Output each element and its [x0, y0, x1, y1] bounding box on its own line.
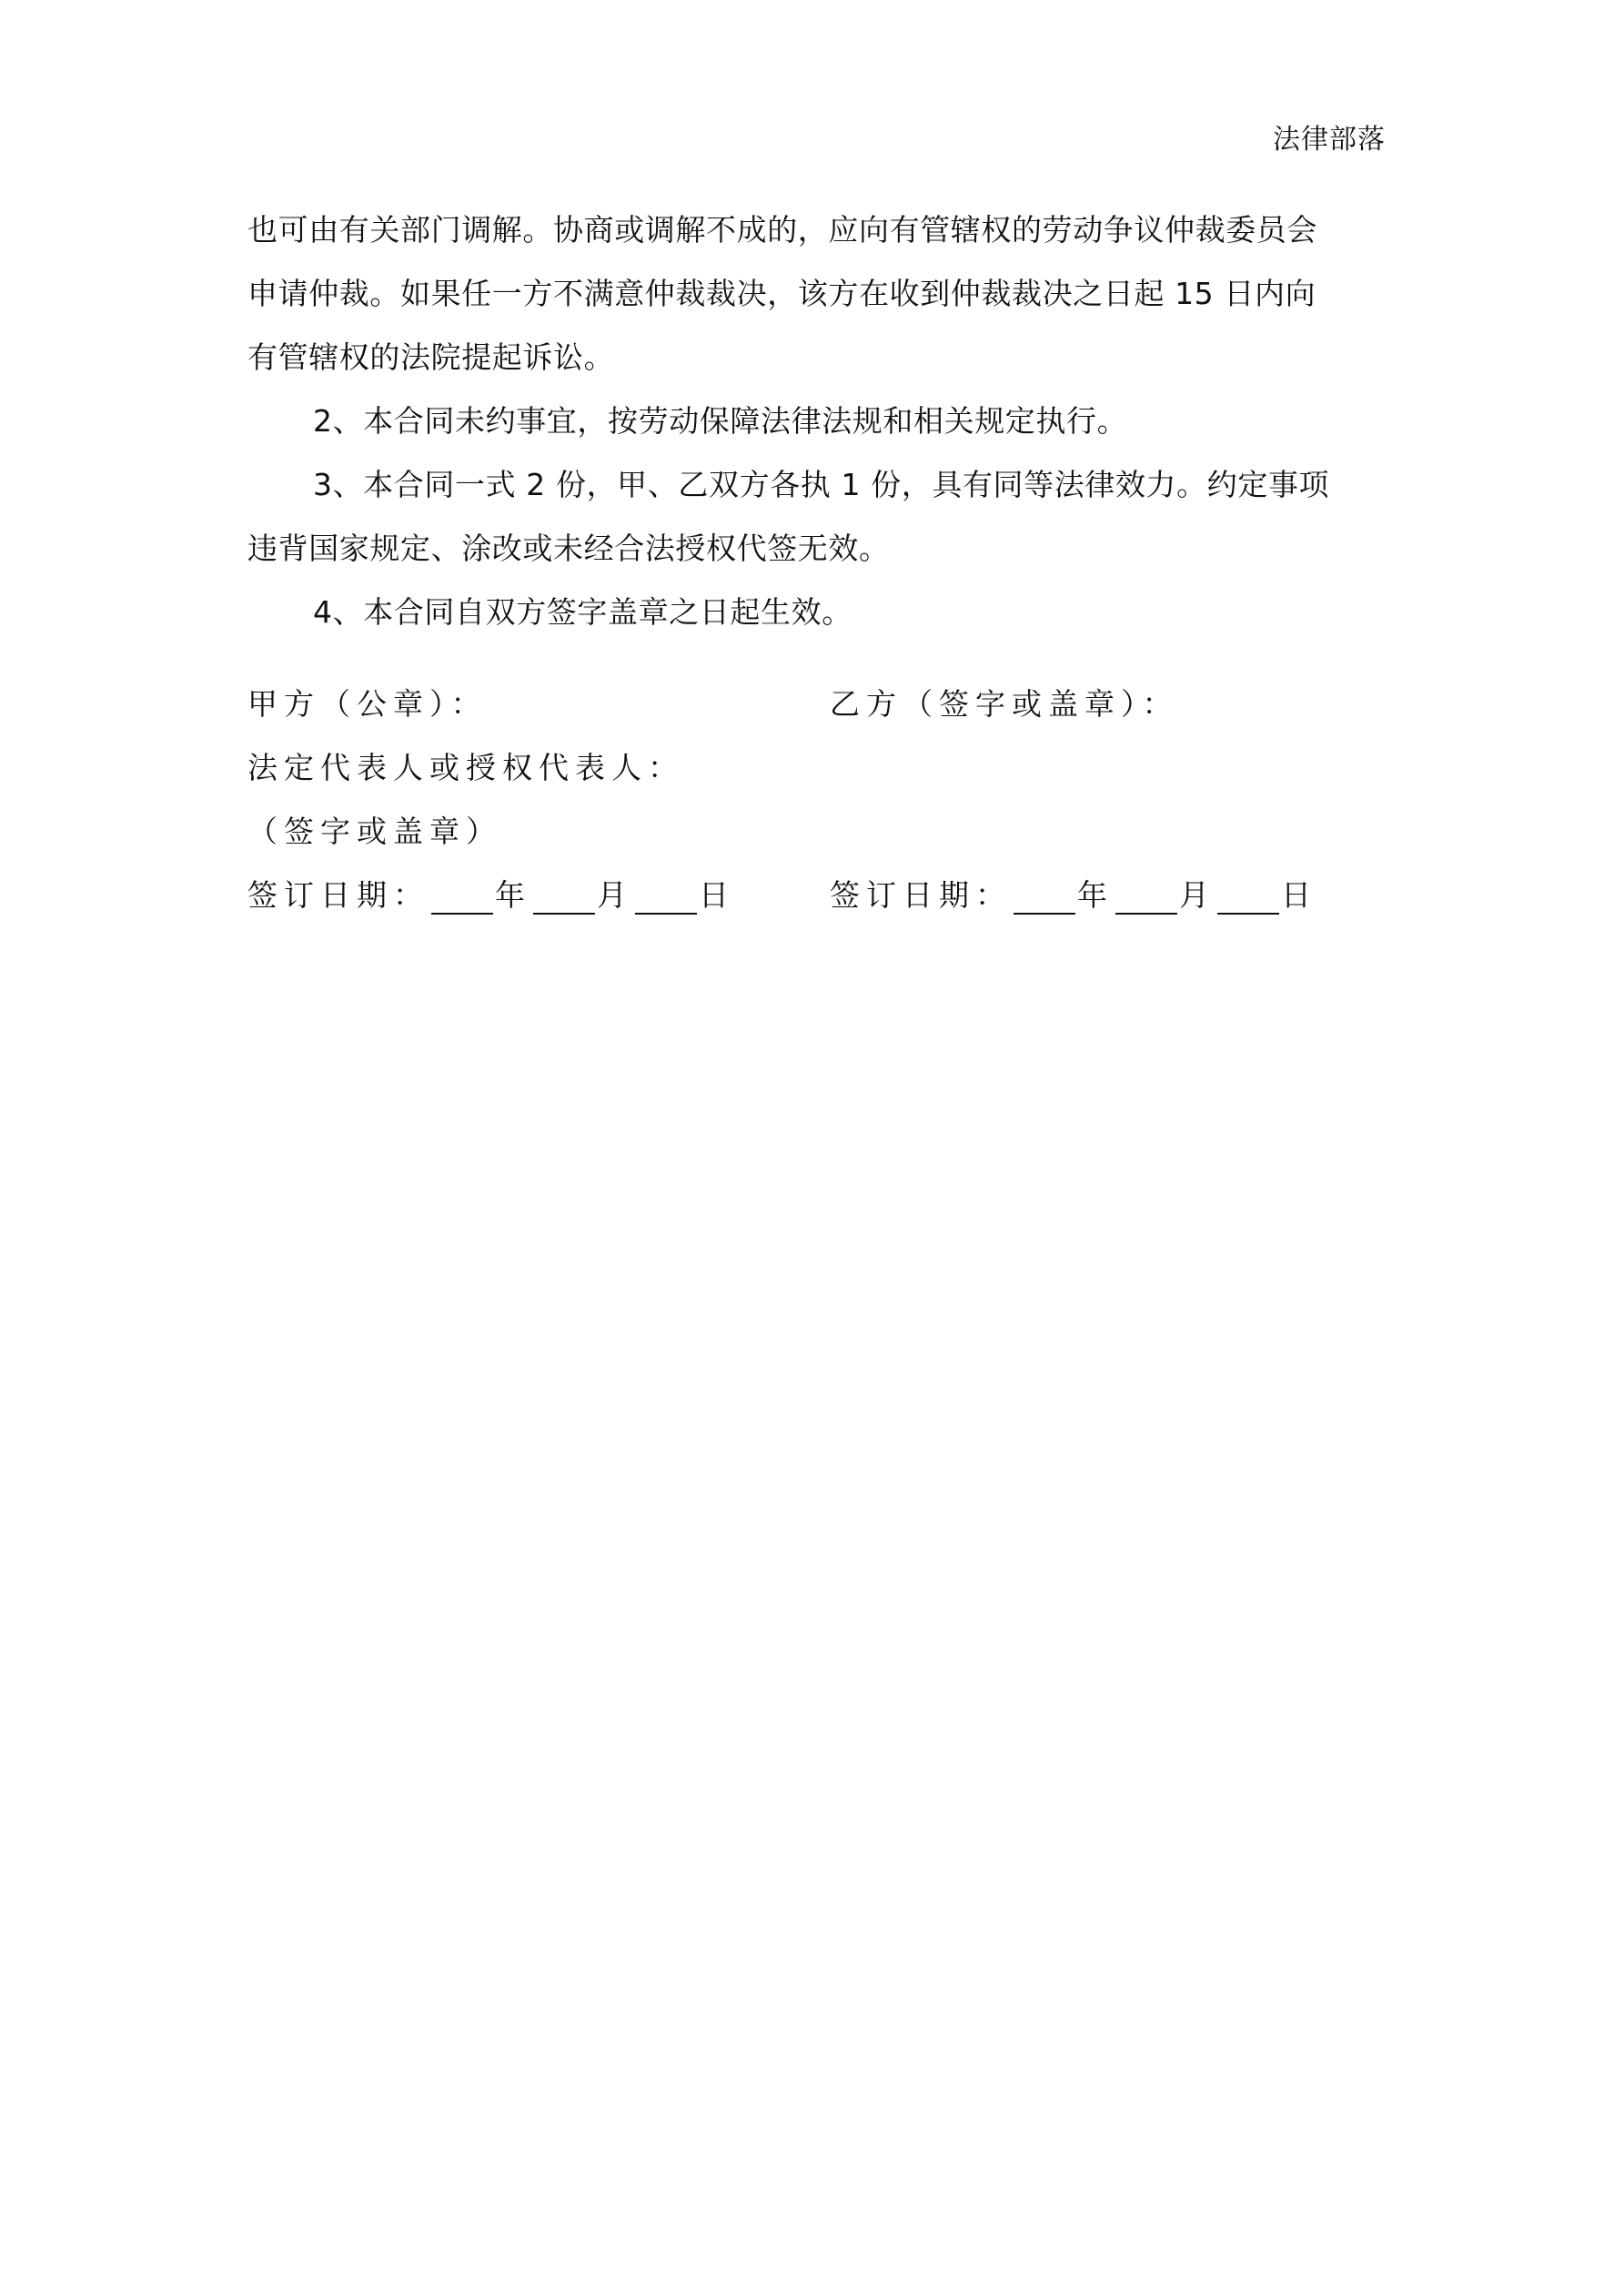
month-blank [1115, 885, 1177, 915]
day-blank [635, 885, 697, 915]
month-label: 月 [597, 877, 633, 913]
party-a-label: 甲方（公章）： [247, 686, 488, 722]
paragraph-2: 2、本合同未约事宜，按劳动保障法律法规和相关规定执行。 [313, 403, 1128, 439]
header-brand: 法律部落 [1273, 124, 1386, 156]
paragraph-3-line-1: 3、本合同一式 2 份，甲、乙双方各执 1 份，具有同等法律效力。约定事项 [313, 467, 1330, 502]
year-label: 年 [1077, 877, 1114, 913]
month-label: 月 [1179, 877, 1215, 913]
date-label: 签订日期： [247, 877, 429, 913]
year-blank [1014, 885, 1075, 915]
month-blank [533, 885, 595, 915]
date-label: 签订日期： [830, 877, 1012, 913]
party-b-sign-date [830, 872, 1317, 915]
day-blank [1217, 885, 1279, 915]
paragraph-1-line-3: 有管辖权的法院提起诉讼。 [247, 339, 615, 375]
day-label: 日 [699, 877, 735, 913]
paragraph-1-line-1: 也可由有关部门调解。协商或调解不成的，应向有管辖权的劳动争议仲裁委员会 [247, 212, 1317, 248]
paragraph-4: 4、本合同自双方签字盖章之日起生效。 [313, 594, 852, 630]
sign-or-seal-note: （签字或盖章） [247, 814, 502, 849]
party-b-label: 乙方（签字或盖章）： [830, 686, 1179, 722]
party-a-sign-date [247, 872, 735, 915]
year-label: 年 [495, 877, 531, 913]
paragraph-1-line-2: 申请仲裁。如果任一方不满意仲裁裁决，该方在收到仲裁裁决之日起 15 日内向 [247, 276, 1316, 311]
contract-body [247, 198, 1389, 644]
representative-label: 法定代表人或授权代表人： [247, 750, 684, 785]
paragraph-3-line-2: 违背国家规定、涂改或未经合法授权代签无效。 [247, 531, 890, 566]
year-blank [431, 885, 493, 915]
day-label: 日 [1281, 877, 1317, 913]
